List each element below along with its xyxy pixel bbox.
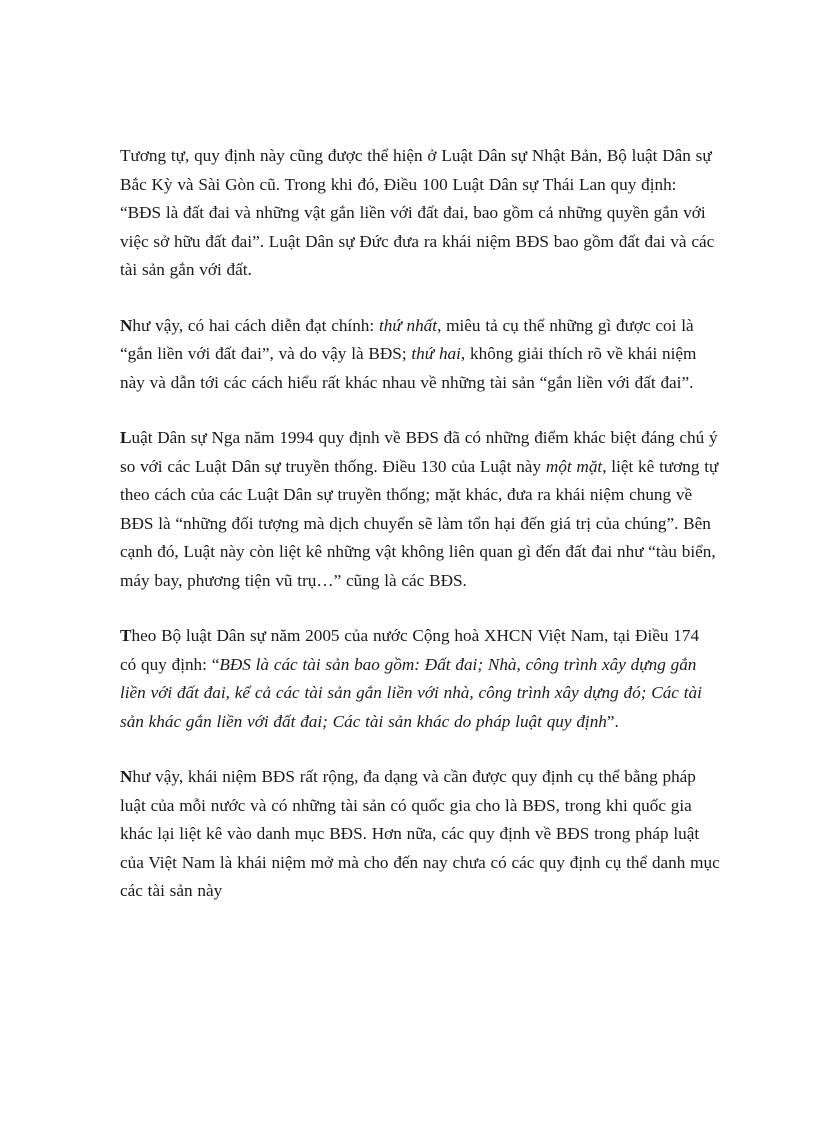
emphasis-text: thứ nhất	[378, 315, 438, 335]
text-segment: , không giải thích rõ về khái niệm này và dẫn tới các cách hiểu rất khác nhau về những tài sản “gắn liền với đất đai”.	[120, 344, 697, 392]
paragraph-foreign-law-comparison	[120, 142, 720, 285]
emphasis-text: một mặt	[545, 456, 603, 476]
drop-letter: N	[120, 315, 133, 335]
text-segment: Tương tự, quy định này cũng được thể hiện ở Luật Dân sự Nhật Bản, Bộ luật Dân sự Bắc Kỳ và Sài Gòn cũ. Trong khi đó, Điều 100 Luật Dân sự Thái Lan quy định: “BĐS là đất đai và những vật gắn liền với đất đai, bao gồm cả những quyền gắn với việc sở hữu đất đai”. Luật Dân sự Đức đưa ra khái niệm BĐS bao gồm đất đai và các tài sản gắn với đất.	[120, 146, 715, 279]
paragraph-two-approaches	[120, 312, 720, 398]
text-segment: uật Dân sự Nga năm 1994 quy định về BĐS đã có những điểm khác biệt đáng chú ý so với các Luật Dân sự truyền thống. Điều 130 của Luật này	[120, 428, 718, 476]
text-segment: ”.	[606, 711, 619, 731]
text-segment: hư vậy, có hai cách diễn đạt chính:	[132, 315, 379, 335]
text-segment: , liệt kê tương tự theo cách của các Luật Dân sự truyền thống; mặt khác, đưa ra khái niệm chung về BĐS là “những đối tượng mà dịch chuyển sẽ làm tổn hại đến giá trị của chúng”. Bên cạnh đó, Luật này còn liệt kê những vật không liên quan gì đến đất đai như “tàu biển, máy bay, phương tiện vũ trụ…” cũng là các BĐS.	[120, 456, 719, 590]
emphasis-text: BĐS là các tài sản bao gồm: Đất đai; Nhà, công trình xây dựng gắn liền với đất đai, kể cả các tài sản gắn liền với nhà, công trình xây dựng đó; Các tài sản khác gắn liền với đất đai; Các tài sản khác do pháp luật quy định	[120, 654, 702, 731]
paragraph-russian-civil-law	[120, 424, 720, 595]
document-body	[120, 142, 720, 933]
drop-letter: T	[120, 626, 132, 645]
emphasis-text: thứ hai	[411, 344, 461, 363]
text-segment: , miêu tả cụ thể những gì được coi là “gắn liền với đất đai”, và do vậy là BĐS;	[120, 315, 694, 363]
drop-letter: L	[120, 428, 132, 447]
text-segment: hư vậy, khái niệm BĐS rất rộng, đa dạng và cần được quy định cụ thể bằng pháp luật của mỗi nước và có những tài sản có quốc gia cho là BĐS, trong khi quốc gia khác lại liệt kê vào danh mục BĐS. Hơn nữa, các quy định về BĐS trong pháp luật của Việt Nam là khái niệm mở mà cho đến nay chưa có các quy định cụ thể danh mục các tài sản này	[120, 767, 720, 900]
paragraph-vietnam-civil-code	[120, 622, 720, 736]
paragraph-conclusion	[120, 763, 720, 906]
text-segment: heo Bộ luật Dân sự năm 2005 của nước Cộng hoà XHCN Việt Nam, tại Điều 174 có quy định: “	[120, 626, 700, 674]
drop-letter: N	[120, 767, 133, 786]
